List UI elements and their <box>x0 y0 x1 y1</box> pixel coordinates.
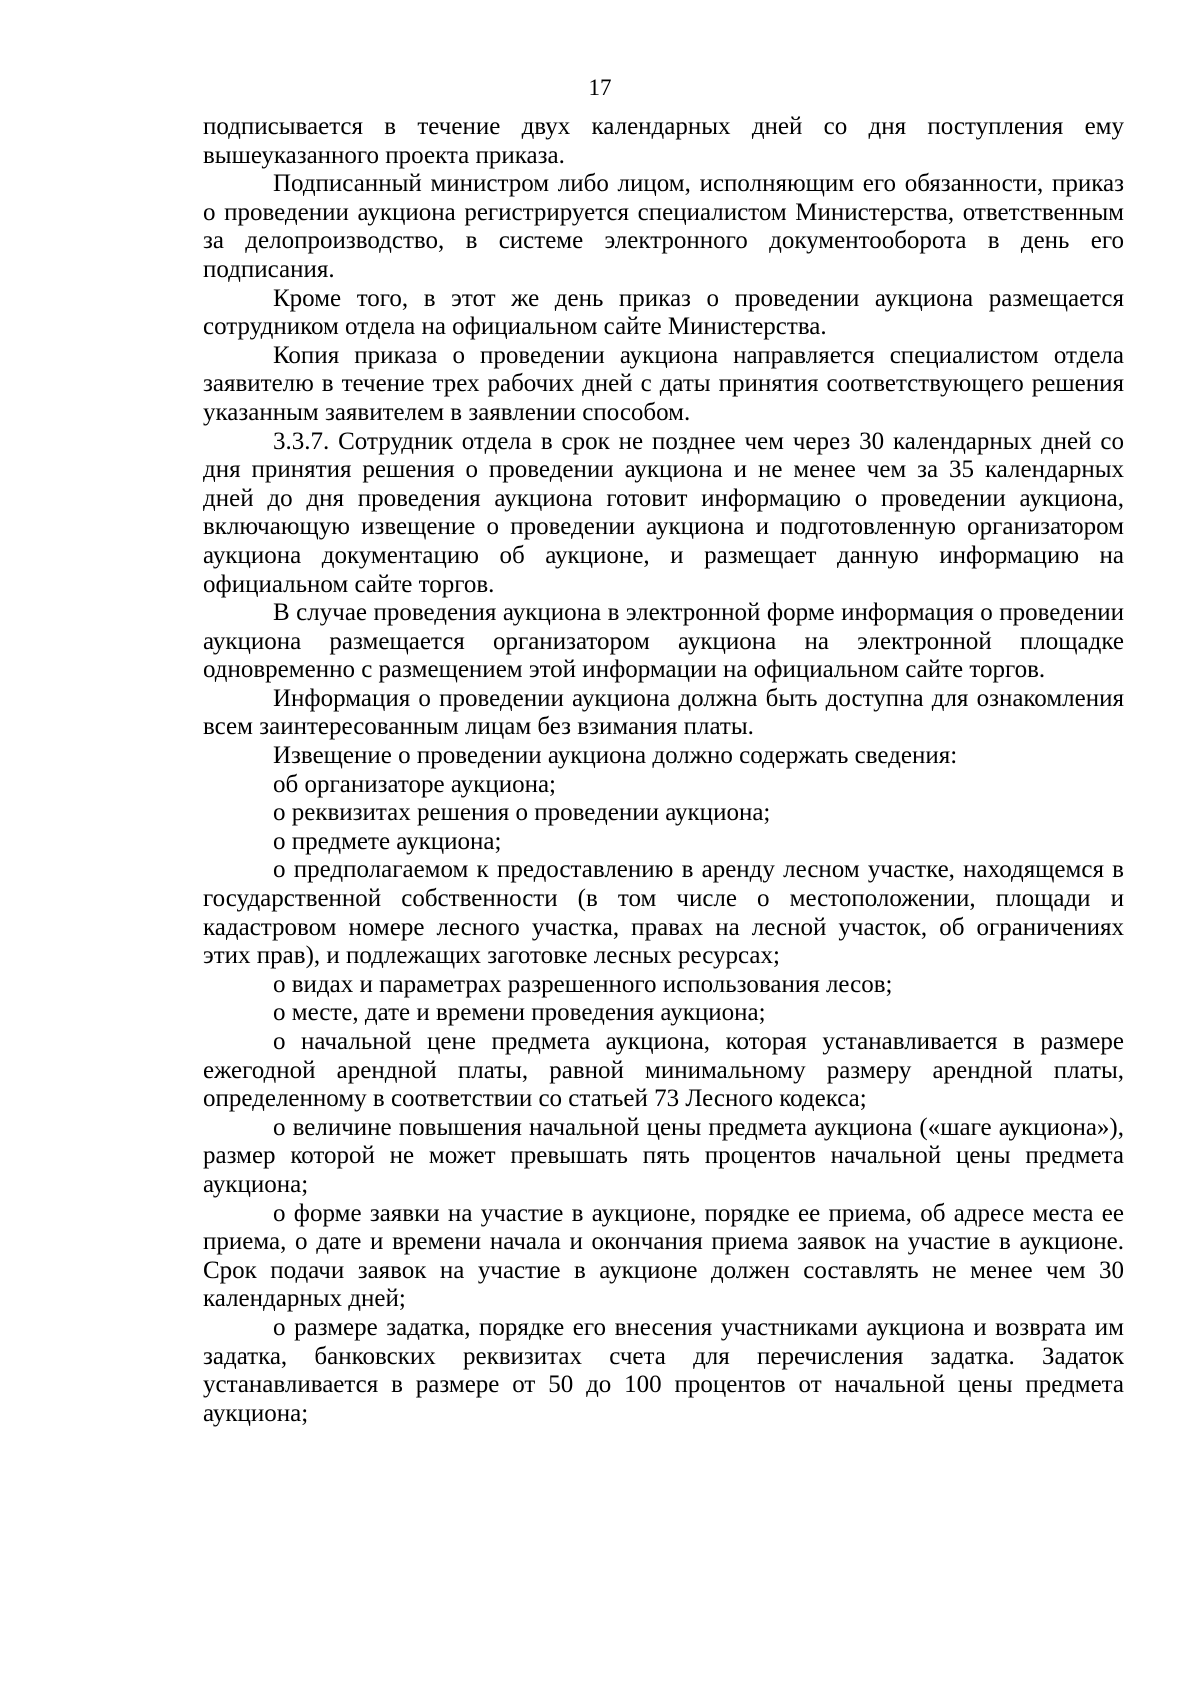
list-item-7: о начальной цене предмета аукциона, которая устанавливается в размере ежегодной арендной платы, равной минимальному размеру арендной платы, определенному в соответствии со статьей 73 Лесного кодекса; <box>203 1028 1124 1113</box>
paragraph-4: Копия приказа о проведении аукциона направляется специалистом отдела заявителю в течение трех рабочих дней с даты принятия соответствующего решения указанным заявителем в заявлении способом. <box>203 341 1124 426</box>
list-item-1: об организаторе аукциона; <box>273 770 556 798</box>
list-item-8: о величине повышения начальной цены предмета аукциона («шаге аукциона»), размер которой не может превышать пять процентов начальной цены предмета аукциона; <box>203 1113 1124 1198</box>
list-item-10: о размере задатка, порядке его внесения участниками аукциона и возврата им задатка, банковских реквизитах счета для перечисления задатка. Задаток устанавливается в размере от 50 до 100 процентов от начальной цены предмета аукциона; <box>203 1313 1124 1427</box>
page-number: 17 <box>588 75 612 100</box>
paragraph-3: Кроме того, в этот же день приказ о проведении аукциона размещается сотрудником отдела на официальном сайте Министерства. <box>203 284 1124 341</box>
paragraph-1: подписывается в течение двух календарных дней со дня поступления ему вышеуказанного проекта приказа. <box>203 113 1124 169</box>
paragraph-7: Информация о проведении аукциона должна быть доступна для ознакомления всем заинтересованным лицам без взимания платы. <box>203 684 1124 741</box>
list-item-3: о предмете аукциона; <box>273 827 502 855</box>
list-item-5: о видах и параметрах разрешенного использования лесов; <box>273 970 893 998</box>
paragraph-8: Извещение о проведении аукциона должно содержать сведения: <box>273 742 958 770</box>
paragraph-6: В случае проведения аукциона в электронной форме информация о проведении аукциона размещается организатором аукциона на электронной площадке одновременно с размещением этой информации на официальном сайте торгов. <box>203 599 1124 684</box>
paragraph-2: Подписанный министром либо лицом, исполняющим его обязанности, приказ о проведении аукциона регистрируется специалистом Министерства, ответственным за делопроизводство, в системе электронного документооборота в день его подписания. <box>203 170 1124 283</box>
list-item-9: о форме заявки на участие в аукционе, порядке ее приема, об адресе места ее приема, о дате и времени начала и окончания приема заявок на участие в аукционе. Срок подачи заявок на участие в аукционе должен составлять не менее чем 30 календарных дней; <box>203 1199 1124 1313</box>
list-item-4: о предполагаемом к предоставлению в аренду лесном участке, находящемся в государственной собственности (в том числе о местоположении, площади и кадастровом номере лесного участка, правах на лесной участок, об ограничениях этих прав), и подлежащих заготовке лесных ресурсах; <box>203 856 1124 970</box>
document-body <box>203 113 1124 1428</box>
paragraph-5: 3.3.7. Сотрудник отдела в срок не позднее чем через 30 календарных дней со дня принятия решения о проведении аукциона и не менее чем за 35 календарных дней до дня проведения аукциона готовит информацию о проведении аукциона, включающую извещение о проведении аукциона и подготовленную организатором аукциона документацию об аукционе, и размещает данную информацию на официальном сайте торгов. <box>203 427 1124 598</box>
list-item-2: о реквизитах решения о проведении аукциона; <box>273 799 771 827</box>
list-item-6: о месте, дате и времени проведения аукциона; <box>273 999 766 1027</box>
